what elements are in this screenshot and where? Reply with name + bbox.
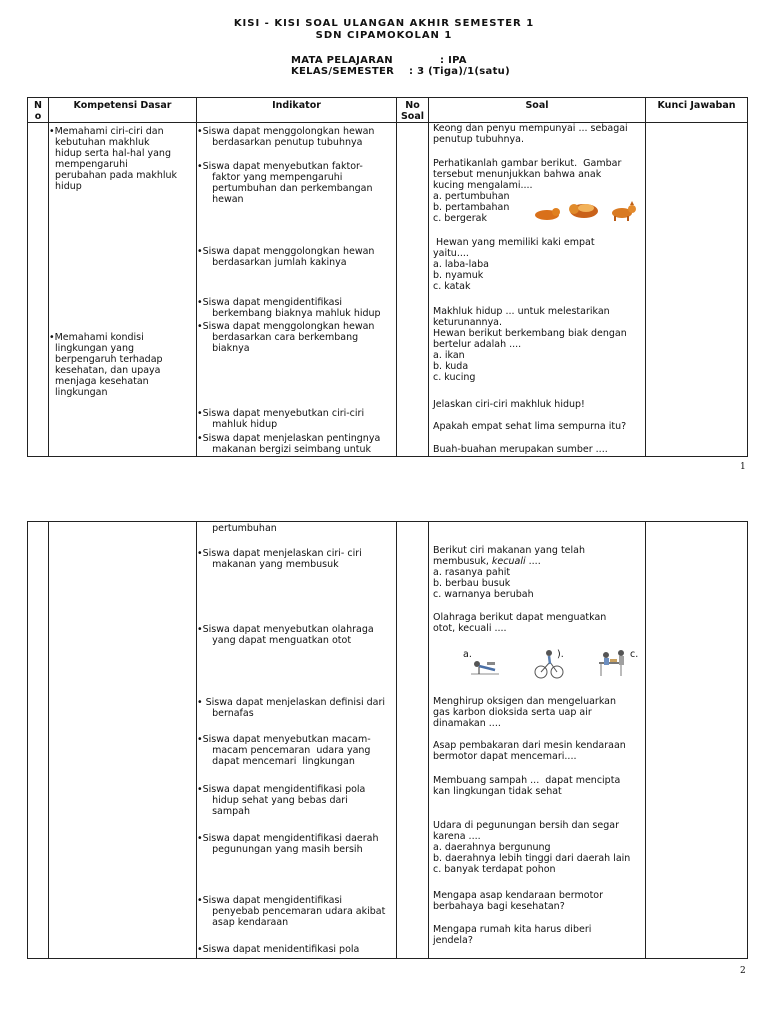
- cell-no-soal: [397, 522, 429, 959]
- indicator-item: •Siswa dapat menggolongkan hewan berdasarkan jumlah kakinya: [197, 246, 375, 268]
- indicator-item: •Siswa dapat mengidentifikasi daerah pegunungan yang masih bersih: [197, 833, 379, 855]
- school-name: SDN CIPAMOKOLAN 1: [315, 30, 453, 41]
- question-item: Jelaskan ciri-ciri makhluk hidup!: [433, 399, 585, 410]
- header-kompetensi-dasar: Kompetensi Dasar: [49, 98, 197, 123]
- question-item: Hewan yang memiliki kaki empat yaitu.... a. laba-laba b. nyamuk c. katak: [433, 237, 595, 292]
- cell-indikator: [197, 522, 397, 959]
- cell-soal: [429, 123, 646, 457]
- question-item: Udara di pegunungan bersih dan segar karena .... a. daerahnya bergunung b. daerahnya lebih tinggi dari daerah lain c. banyak terdapat pohon: [433, 820, 631, 875]
- question-item: Menghirup oksigen dan mengeluarkan gas karbon dioksida serta uap air dinamakan ....: [433, 696, 617, 729]
- option-label: a.: [463, 649, 472, 660]
- indicator-item: •Siswa dapat menyebutkan olahraga yang dapat menguatkan otot: [197, 624, 374, 646]
- question-item: Buah-buahan merupakan sumber ....: [433, 444, 608, 455]
- question-item: Mengapa asap kendaraan bermotor berbahaya bagi kesehatan?: [433, 890, 604, 912]
- page-number: 2: [740, 966, 746, 976]
- cell-no: [28, 522, 49, 959]
- question-item: Olahraga berikut dapat menguatkan otot, kecuali ....: [433, 612, 607, 634]
- indicator-item: •Siswa dapat menggolongkan hewan berdasarkan penutup tubuhnya: [197, 126, 375, 148]
- subject-value: : IPA: [440, 55, 467, 66]
- indicator-item: •Siswa dapat menyebutkan macam- macam pencemaran udara yang dapat mencemari lingkungan: [197, 734, 371, 767]
- question-item: Berikut ciri makanan yang telah membusuk, kecuali ....: [433, 545, 585, 567]
- emphasis-kecuali: kecuali: [491, 556, 526, 567]
- question-item: Perhatikanlah gambar berikut. Gambar tersebut menunjukkan bahwa anak kucing mengalami.... a. pertumbuhan b. pertambahan c. bergerak: [433, 158, 622, 224]
- indicator-item: •Siswa dapat menidentifikasi pola: [197, 944, 360, 955]
- question-item: Apakah empat sehat lima sempurna itu?: [433, 421, 627, 432]
- document-title: KISI - KISI SOAL ULANGAN AKHIR SEMESTER 1: [233, 18, 535, 29]
- indicator-item: •Siswa dapat menggolongkan hewan berdasarkan cara berkembang biaknya: [197, 321, 375, 354]
- header-soal: Soal: [429, 98, 646, 123]
- grid-table-page-2: [27, 521, 748, 959]
- indicator-item: •Siswa dapat mengidentifikasi pola hidup sehat yang bebas dari sampah: [197, 784, 366, 817]
- option-label: ).: [557, 649, 564, 660]
- kd-item: •Memahami kondisi lingkungan yang berpengaruh terhadap kesehatan, dan upaya menjaga kesehatan lingkungan: [49, 332, 163, 398]
- class-label: KELAS/SEMESTER: [291, 66, 395, 77]
- grid-table-page-1: [27, 97, 748, 457]
- option-label: c.: [630, 649, 639, 660]
- kd-item: •Memahami ciri-ciri dan kebutuhan makhluk hidup serta hal-hal yang mempengaruhi perubahan pada makhluk hidup: [49, 126, 178, 192]
- indicator-item: •Siswa dapat menyebutkan faktor- faktor yang mempengaruhi pertumbuhan dan perkembangan hewan: [197, 161, 373, 205]
- header-indikator: Indikator: [197, 98, 397, 123]
- subject-label: MATA PELAJARAN: [291, 55, 393, 66]
- cell-kompetensi: [49, 123, 197, 457]
- indicator-item: •Siswa dapat menyebutkan ciri-ciri mahluk hidup: [197, 408, 365, 430]
- header-kunci-jawaban: Kunci Jawaban: [646, 98, 748, 123]
- cell-kunci: [646, 123, 748, 457]
- kitten-growth-image: [534, 200, 640, 222]
- indicator-item: •Siswa dapat mengidentifikasi penyebab pencemaran udara akibat asap kendaraan: [197, 895, 386, 928]
- cell-no: [28, 123, 49, 457]
- indicator-item: •Siswa dapat menjelaskan pentingnya makanan bergizi seimbang untuk: [197, 433, 381, 455]
- header-no: N o: [28, 98, 49, 123]
- indicator-item: pertumbuhan: [197, 523, 277, 534]
- indicator-item: • Siswa dapat menjelaskan definisi dari bernafas: [197, 697, 386, 719]
- header-no-soal: No Soal: [397, 98, 429, 123]
- cell-kunci: [646, 522, 748, 959]
- cell-kompetensi: [49, 522, 197, 959]
- cell-soal: [429, 522, 646, 959]
- question-item: Mengapa rumah kita harus diberi jendela?: [433, 924, 592, 946]
- indicator-item: •Siswa dapat menjelaskan ciri- ciri makanan yang membusuk: [197, 548, 362, 570]
- cell-indikator: [197, 123, 397, 457]
- question-item: a. rasanya pahit b. berbau busuk c. warnanya berubah: [433, 567, 534, 600]
- class-value: : 3 (Tiga)/1(satu): [409, 66, 510, 77]
- cell-no-soal: [397, 123, 429, 457]
- question-item: Asap pembakaran dari mesin kendaraan bermotor dapat mencemari....: [433, 740, 626, 762]
- exercise-illustrations: [465, 648, 641, 680]
- indicator-item: •Siswa dapat mengidentifikasi berkembang biaknya mahluk hidup: [197, 297, 381, 319]
- page-number: 1: [740, 462, 746, 472]
- question-item: Membuang sampah ... dapat mencipta kan lingkungan tidak sehat: [433, 775, 621, 797]
- question-item: Keong dan penyu mempunyai ... sebagai penutup tubuhnya.: [433, 123, 628, 145]
- question-item: Makhluk hidup ... untuk melestarikan keturunannya. Hewan berikut berkembang biak dengan bertelur adalah .... a. ikan b. kuda c. kucing: [433, 306, 627, 383]
